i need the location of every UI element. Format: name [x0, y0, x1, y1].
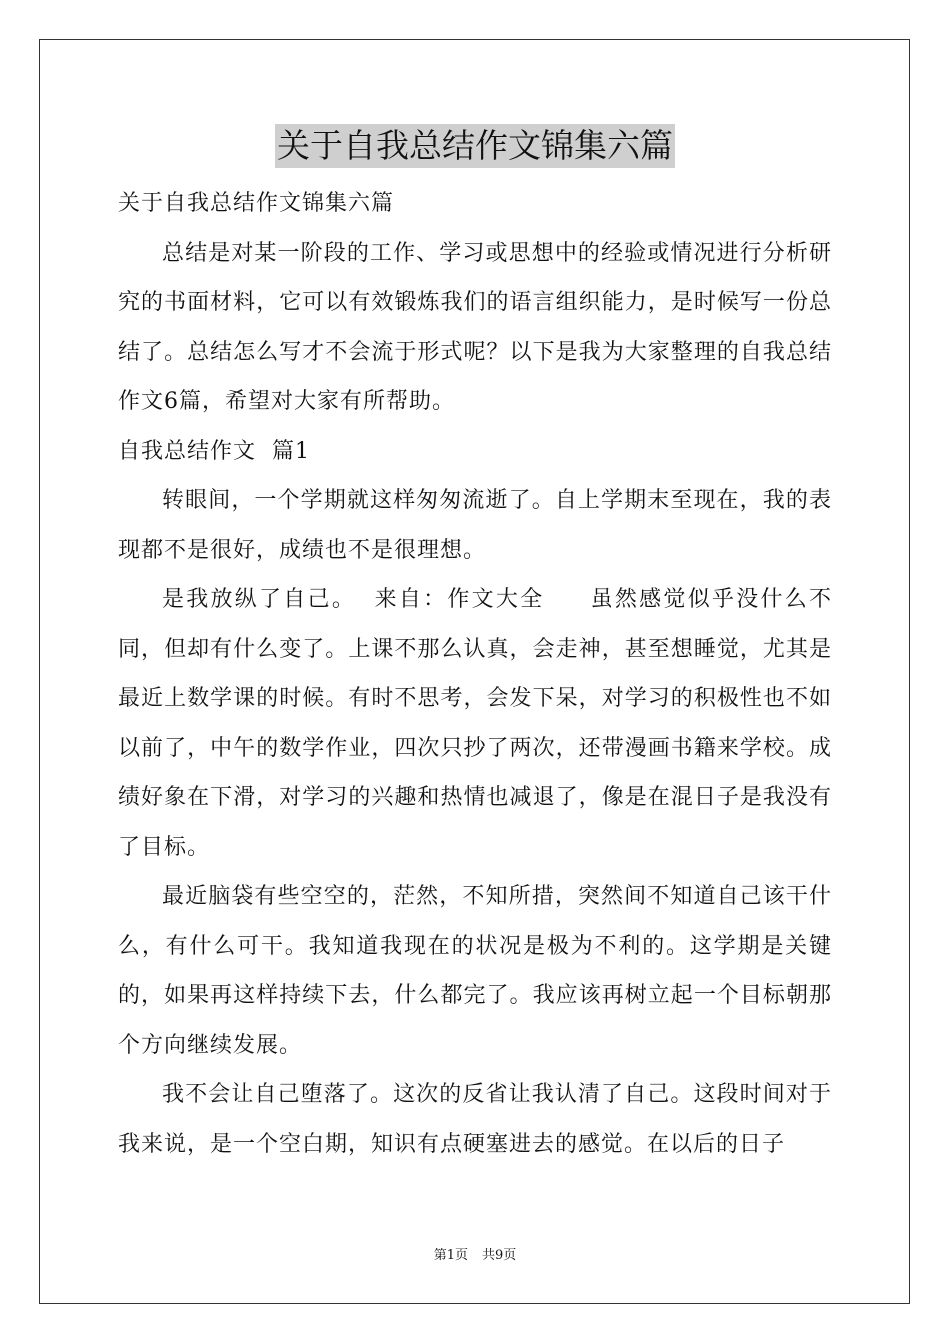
body-paragraph-4: 我不会让自己堕落了。这次的反省让我认清了自己。这段时间对于我来说，是一个空白期，知识有点硬塞进去的感觉。在以后的日子: [118, 1082, 832, 1157]
body-paragraph-2: 是我放纵了自己。 来自：作文大全 虽然感觉似乎没什么不同，但却有什么变了。上课不那么认真，会走神，甚至想睡觉，尤其是最近上数学课的时候。有时不思考，会发下呆，对学习的积极性也不如以前了，中午的数学作业，四次只抄了两次，还带漫画书籍来学校。成绩好象在下滑，对学习的兴趣和热情也减退了，像是在混日子是我没有了目标。: [118, 587, 832, 860]
page-total: 共9页: [482, 1248, 517, 1263]
intro-paragraph: 总结是对某一阶段的工作、学习或思想中的经验或情况进行分析研究的书面材料，它可以有效锻炼我们的语言组织能力，是时候写一份总结了。总结怎么写才不会流于形式呢？以下是我为大家整理的自我总结作文6篇，希望对大家有所帮助。: [118, 240, 832, 414]
title-area: [0, 124, 950, 168]
document-body: [118, 179, 832, 1169]
section-heading: 自我总结作文 篇1: [118, 438, 310, 464]
body-paragraph-3: 最近脑袋有些空空的，茫然，不知所措，突然间不知道自己该干什么，有什么可干。我知道我现在的状况是极为不利的。这学期是关键的，如果再这样持续下去，什么都完了。我应该再树立起一个目标朝那个方向继续发展。: [118, 884, 832, 1058]
body-paragraph-1: 转眼间，一个学期就这样匆匆流逝了。自上学期末至现在，我的表现都不是很好，成绩也不是很理想。: [118, 488, 832, 563]
document-title: 关于自我总结作文锦集六篇: [275, 124, 675, 168]
page-footer: [0, 1244, 950, 1263]
page-number: 第1页: [433, 1248, 468, 1263]
subtitle-line: 关于自我总结作文锦集六篇: [118, 191, 395, 216]
